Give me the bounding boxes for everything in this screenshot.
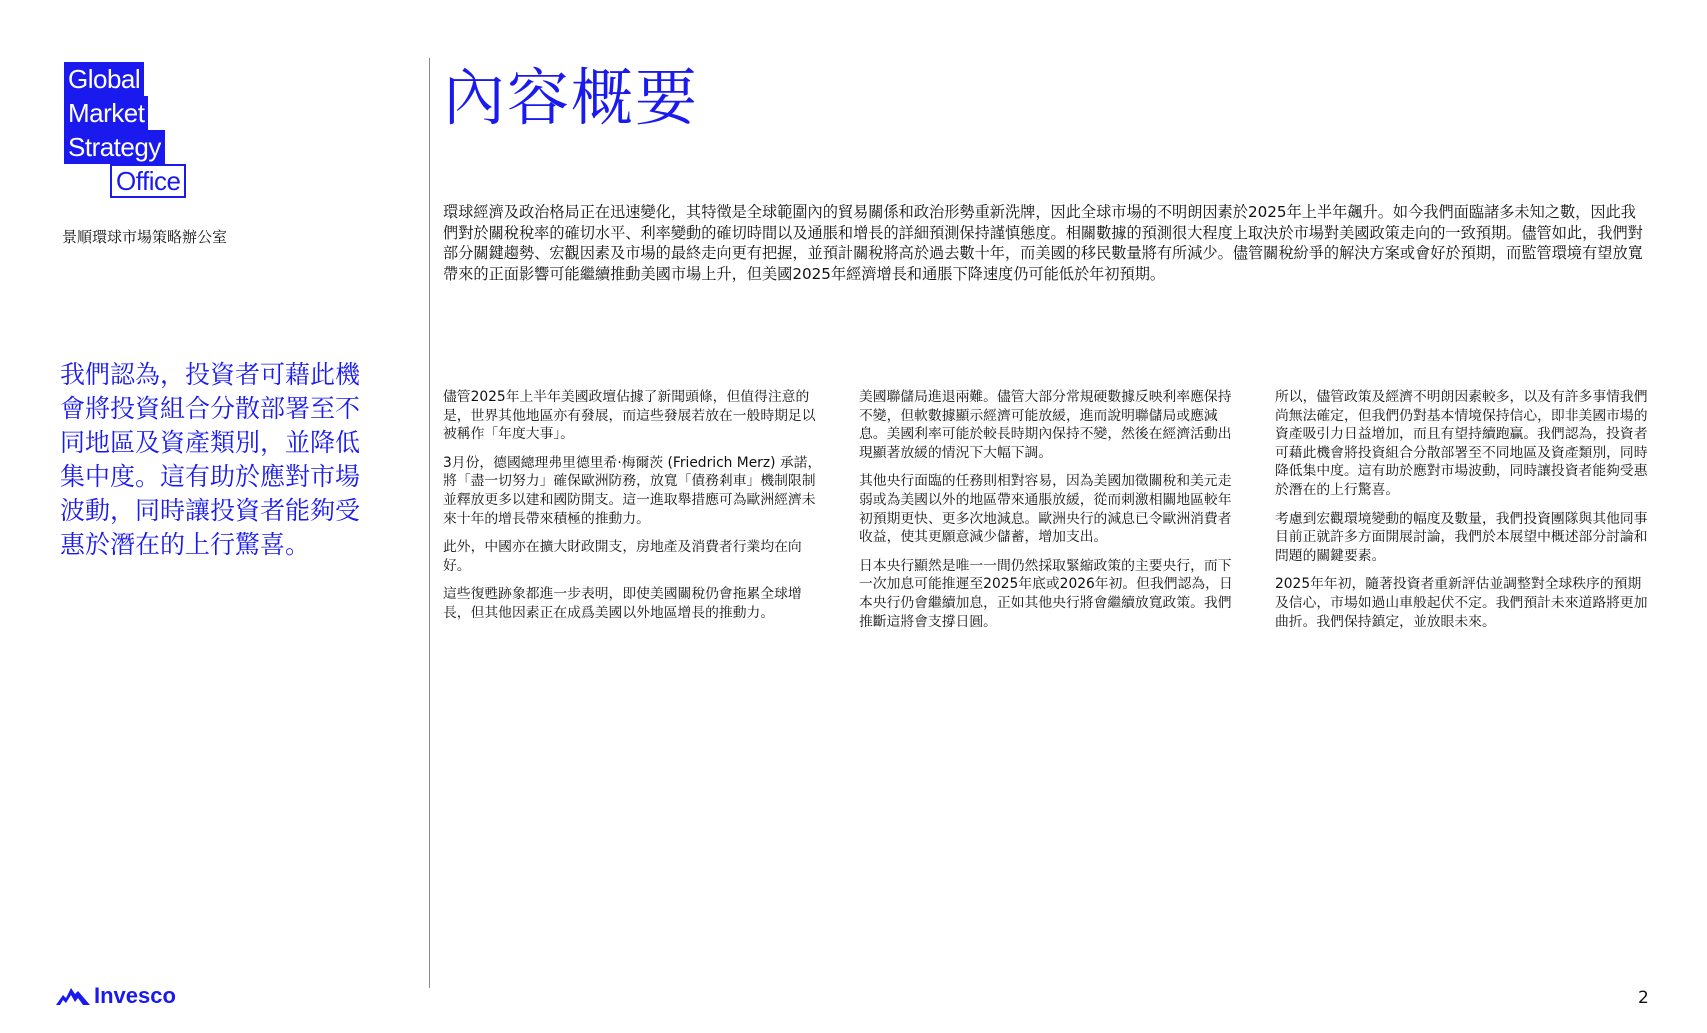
logo-line-market: Market: [64, 96, 148, 130]
logo-line-office: Office: [110, 164, 186, 198]
text-column-2: [859, 388, 1239, 641]
paragraph: 儘管2025年上半年美國政壇佔據了新聞頭條，但值得注意的是，世界其他地區亦有發展，而這些發展若放在一般時期足以被稱作「年度大事」。: [443, 389, 816, 443]
gmso-logo: [64, 62, 214, 198]
page-number: 2: [1638, 988, 1649, 1008]
paragraph: 3月份，德國總理弗里德里希·梅爾茨 (Friedrich Merz) 承諾，將「盡一切努力」確保歐洲防務，放寬「債務剎車」機制限制並釋放更多以建和國防開支。這一進取舉措應可為歐洲經濟未來十年的增長帶來積極的推動力。: [443, 454, 822, 527]
mountain-icon: [56, 985, 90, 1007]
paragraph: 此外，中國亦在擴大財政開支，房地產及消費者行業均在向好。: [443, 539, 802, 574]
brand-name: Invesco: [94, 983, 176, 1008]
page-title: 內容概要: [443, 61, 700, 134]
invesco-logo: [56, 981, 176, 1011]
intro-paragraph: 環球經濟及政治格局正在迅速變化，其特徵是全球範圍內的貿易關係和政治形勢重新洗牌，因此全球市場的不明朗因素於2025年上半年飆升。如今我們面臨諸多未知之數，因此我們對於關稅稅率的確切水平、利率變動的確切時間以及通脹和增長的詳細預測保持謹慎態度。相關數據的預測很大程度上取決於市場對美國政策走向的一致預期。儘管如此，我們對部分關鍵趨勢、宏觀因素及市場的最終走向更有把握，並預計關稅將高於過去數十年，而美國的移民數量將有所減少。儘管關稅紛爭的解決方案或會好於預期，而監管環境有望放寬帶來的正面影響可能繼續推動美國市場上升，但美國2025年經濟增長和通脹下降速度仍可能低於年初預期。: [443, 203, 1643, 283]
paragraph: 日本央行顯然是唯一一間仍然採取緊縮政策的主要央行，而下一次加息可能推遲至2025年底或2026年初。但我們認為，日本央行仍會繼續加息，正如其他央行將會繼續放寬政策。我們推斷這將會支撐日圓。: [859, 557, 1233, 630]
paragraph: 其他央行面臨的任務則相對容易，因為美國加徵關稅和美元走弱或為美國以外的地區帶來通脹放緩，從而刺激相關地區較年初預期更快、更多次地減息。歐洲央行的減息已令歐洲消費者收益，使其更願意減少儲蓄，增加支出。: [859, 473, 1232, 546]
paragraph: 所以，儘管政策及經濟不明朗因素較多，以及有許多事情我們尚無法確定，但我們仍對基本情境保持信心，即非美國市場的資產吸引力日益增加，而且有望持續跑贏。我們認為，投資者可藉此機會將投資組合分散部署至不同地區及資產類別，同時降低集中度。這有助於應對市場波動，同時讓投資者能夠受惠於潛在的上行驚喜。: [1275, 389, 1648, 498]
logo-line-strategy: Strategy: [64, 130, 165, 164]
paragraph: 考慮到宏觀環境變動的幅度及數量，我們投資團隊與其他同事目前正就許多方面開展討論，我們於本展望中概述部分討論和問題的關鍵要素。: [1275, 510, 1648, 564]
text-column-3: [1275, 388, 1655, 641]
text-column-1: [443, 388, 823, 633]
office-name-cn: 景順環球市場策略辦公室: [62, 228, 228, 246]
vertical-divider: [429, 58, 430, 988]
logo-line-global: Global: [64, 62, 144, 96]
paragraph: 2025年年初，隨著投資者重新評估並調整對全球秩序的預期及信心，市場如過山車般起伏不定。我們預計未來道路將更加曲折。我們保持鎮定，並放眼未來。: [1275, 576, 1648, 630]
paragraph: 美國聯儲局進退兩難。儘管大部分常規硬數據反映利率應保持不變，但軟數據顯示經濟可能放緩，進而說明聯儲局或應減息。美國利率可能於較長時期內保持不變，然後在經濟活動出現顯著放緩的情況下大幅下調。: [859, 389, 1232, 461]
paragraph: 這些復甦跡象都進一步表明，即使美國關稅仍會拖累全球增長，但其他因素正在成爲美國以外地區增長的推動力。: [443, 586, 802, 621]
pull-quote: 我們認為，投資者可藉此機會將投資組合分散部署至不同地區及資產類別，並降低集中度。這有助於應對市場波動，同時讓投資者能夠受惠於潛在的上行驚喜。: [60, 360, 361, 559]
